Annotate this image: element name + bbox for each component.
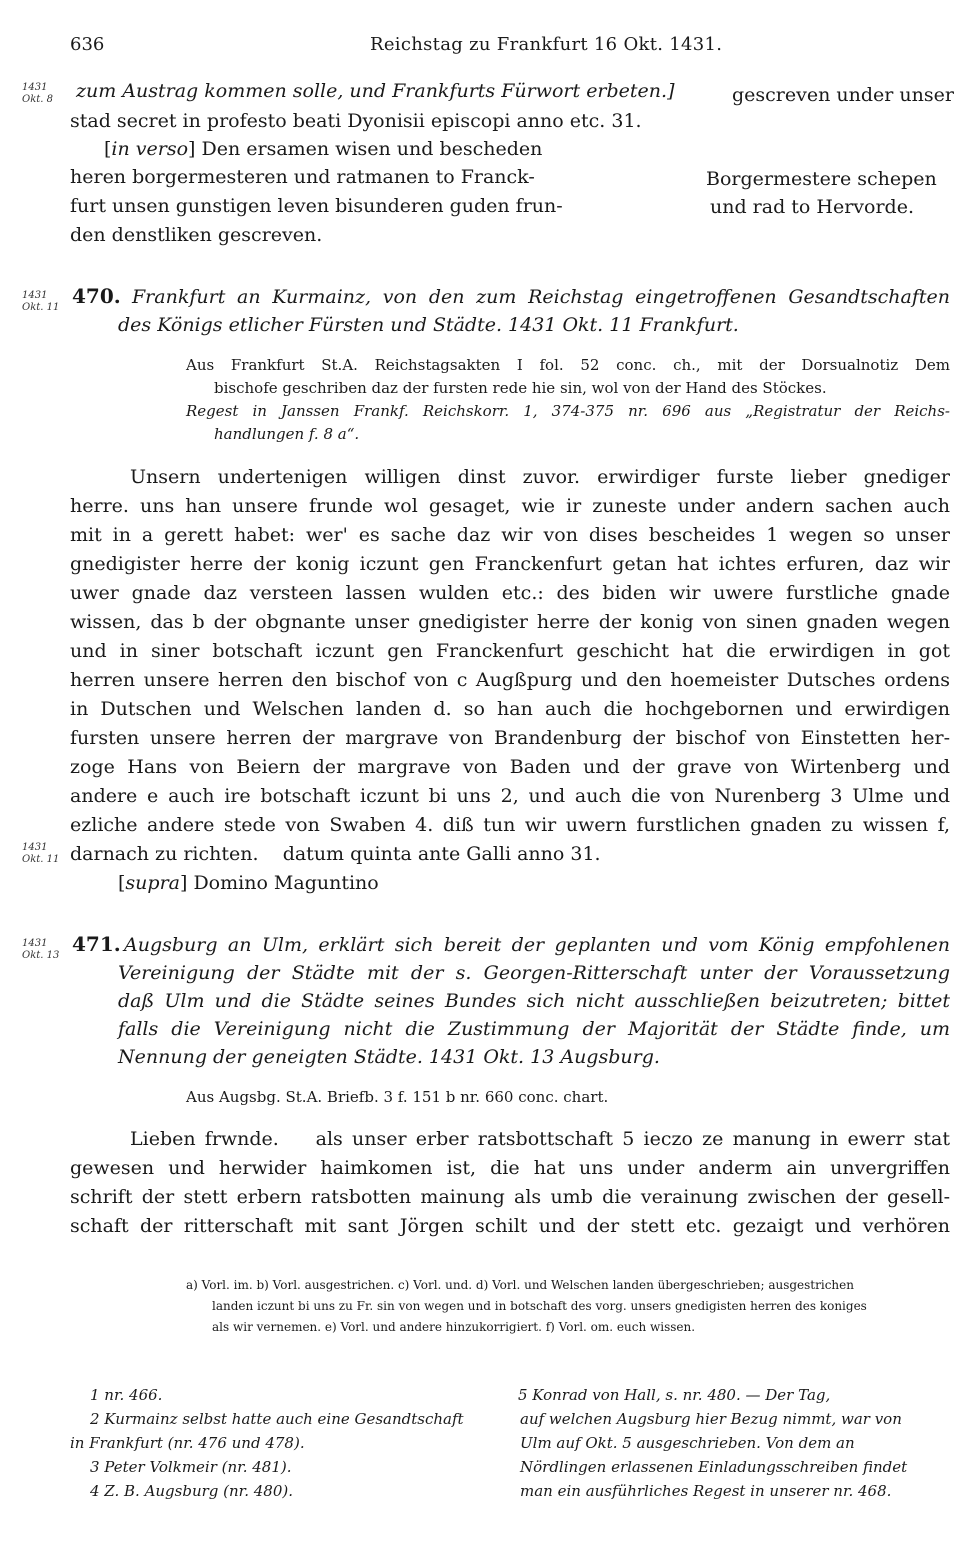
footnote: Ulm auf Okt. 5 ausgeschrieben. Von dem an: [520, 1434, 855, 1452]
text-line: andere e auch ire botschaft iczunt bi uns 2, und auch die von Nurenberg 3 Ulme und: [70, 785, 950, 807]
source-note: handlungen f. 8 a“.: [214, 425, 360, 443]
source-note: Regest in Janssen Frankf. Reichskorr. 1, 374-375 nr. 696 aus „Registratur der Reichs-: [186, 402, 950, 420]
signature-line: und rad to Hervorde.: [710, 196, 914, 218]
source-note: bischofe geschriben daz der fursten rede hie sin, wol von der Hand des Stöckes.: [214, 379, 827, 397]
margin-date-top: 1431 Okt. 8: [22, 82, 53, 105]
margin-date-470: 1431 Okt. 11: [22, 290, 60, 313]
text-line: wissen, das b der obgnante unser gnedigister herre der konig von sinen gnaden wegen: [70, 611, 950, 633]
text-line: ezliche andere stede von Swaben 4. diß tun wir uwern furstlichen gnaden zu wissen f,: [70, 814, 950, 836]
verso-line: [in verso] Den ersamen wisen und bescheden: [104, 138, 543, 160]
text-line: gewesen und herwider haimkomen ist, die hat uns under anderm ain unvergriffen: [70, 1157, 950, 1179]
apparatus-line: landen iczunt bi uns zu Fr. sin von wegen und in botschaft des vorg. unsers gnedigisten herren des koniges: [212, 1299, 867, 1313]
top-line-2: stad secret in profesto beati Dyonisii episcopi anno etc. 31.: [70, 110, 642, 132]
margin-date-470-end: 1431 Okt. 11: [22, 842, 60, 865]
footnote: 4 Z. B. Augsburg (nr. 480).: [90, 1482, 293, 1500]
verso-label: in verso: [111, 138, 189, 160]
text-line: und in siner botschaft iczunt gen Franckenfurt geschicht hat die erwirdigen in got: [70, 640, 950, 662]
text-line: gnedigister herre der konig iczunt gen Franckenfurt getan hat ichtes erfuren, daz wir: [70, 553, 950, 575]
page-number: 636: [70, 34, 105, 55]
running-title: Reichstag zu Frankfurt 16 Okt. 1431.: [370, 34, 723, 55]
footnote: 5 Konrad von Hall, s. nr. 480. — Der Tag,: [518, 1386, 831, 1404]
footnote: man ein ausführliches Regest in unserer nr. 468.: [520, 1482, 892, 1500]
top-line-1: zum Austrag kommen solle, und Frankfurts Fürwort erbeten.]: [76, 80, 675, 102]
address-line: den denstliken gescreven.: [70, 224, 323, 246]
text-line: in Dutschen und Welschen landen d. so han auch die hochgebornen und erwirdigen: [70, 698, 950, 720]
text-line: uwer gnade daz versteen lassen wulden etc.: des biden wir uwere furstliche gnade: [70, 582, 950, 604]
dating-line: darnach zu richten. datum quinta ante Galli anno 31.: [70, 843, 601, 865]
text-line: fursten unsere herren der margrave von Brandenburg der bischof von Einstetten her-: [70, 727, 950, 749]
text-line: herre. uns han unsere frunde wol gesaget, wie ir zuneste under andern sachen auch: [70, 495, 950, 517]
text-line: zoge Hans von Beiern der margrave von Baden und der grave von Wirtenberg und: [70, 756, 950, 778]
footnote: 3 Peter Volkmeir (nr. 481).: [90, 1458, 292, 1476]
text-line: Unsern undertenigen willigen dinst zuvor. erwirdiger furste lieber gnediger: [130, 466, 950, 488]
signature-line: Borgermestere schepen: [706, 168, 937, 190]
entry-title-471: Vereinigung der Städte mit der s. Georgen-Ritterschaft unter der Voraussetzung: [118, 962, 950, 984]
supra-line: [supra] Domino Maguntino: [118, 872, 379, 894]
supra-label: supra: [125, 872, 180, 894]
entry-title-470: des Königs etlicher Fürsten und Städte. 1431 Okt. 11 Frankfurt.: [118, 314, 739, 336]
footnote: Nördlingen erlassenen Einladungsschreiben findet: [520, 1458, 908, 1476]
text-line: schrift der stett erbern ratsbotten mainung als umb die verainung zwischen der gesell-: [70, 1186, 950, 1208]
footnote: 1 nr. 466.: [90, 1386, 163, 1404]
entry-title-471: Nennung der geneigten Städte. 1431 Okt. 13 Augsburg.: [118, 1046, 660, 1068]
apparatus-line: als wir vernemen. e) Vorl. und andere hinzukorrigiert. f) Vorl. om. euch wissen.: [212, 1320, 696, 1334]
text-line: herren unsere herren den bischof von c Augßpurg und den hoemeister Dutsches ordens: [70, 669, 950, 691]
footnote: 2 Kurmainz selbst hatte auch eine Gesandtschaft: [90, 1410, 464, 1428]
source-note: Aus Frankfurt St.A. Reichstagsakten I fol. 52 conc. ch., mit der Dorsualnotiz Dem: [186, 356, 950, 374]
footnote: in Frankfurt (nr. 476 und 478).: [70, 1434, 305, 1452]
text-line: mit in a gerett habet: wer' es sache daz wir von dises bescheides 1 wegen so unser: [70, 524, 950, 546]
running-header: [70, 34, 950, 58]
source-note-471: Aus Augsbg. St.A. Briefb. 3 f. 151 b nr. 660 conc. chart.: [186, 1088, 609, 1106]
entry-number-471: 471.: [72, 932, 121, 956]
address-line: furt unsen gunstigen leven bisunderen guden frun-: [70, 195, 563, 217]
apparatus-line: a) Vorl. im. b) Vorl. ausgestrichen. c) Vorl. und. d) Vorl. und Welschen landen übergeschrieben; ausgestrichen: [186, 1278, 854, 1292]
top-line-1-right: gescreven under unser: [732, 84, 954, 106]
entry-title-471: falls die Vereinigung nicht die Zustimmung der Majorität der Städte finde, um: [118, 1018, 950, 1040]
footnote: auf welchen Augsburg hier Bezug nimmt, war von: [520, 1410, 902, 1428]
entry-number-470: 470.: [72, 284, 121, 308]
text-line: Lieben frwnde. als unser erber ratsbottschaft 5 ieczo ze manung in ewerr stat: [130, 1128, 950, 1150]
entry-title-471: Augsburg an Ulm, erklärt sich bereit der geplanten und vom König empfohlenen: [124, 934, 950, 956]
addressee: Domino Maguntino: [193, 872, 379, 894]
margin-date-471: 1431 Okt. 13: [22, 938, 60, 961]
text-line: schaft der ritterschaft mit sant Jörgen schilt und der stett etc. gezaigt und verhören: [70, 1215, 950, 1237]
address-line: heren borgermesteren und ratmanen to Franck-: [70, 166, 535, 188]
entry-title-470: Frankfurt an Kurmainz, von den zum Reichstag eingetroffenen Gesandtschaften: [132, 286, 950, 308]
entry-title-471: daß Ulm und die Städte seines Bundes sich nicht ausschließen beizutreten; bittet: [118, 990, 950, 1012]
